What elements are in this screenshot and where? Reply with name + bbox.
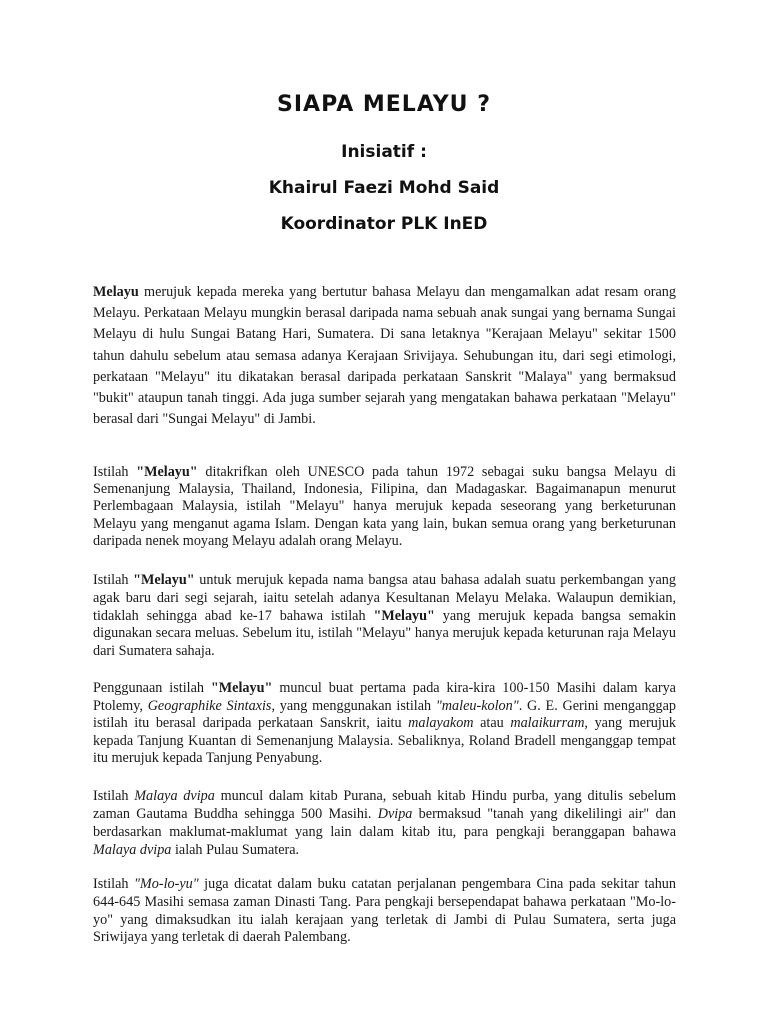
paragraph-4 [93,680,676,768]
italic-term: Dvipa [377,806,413,822]
italic-term: malaikurram, [510,715,588,732]
paragraph-text: untuk merujuk kepada nama bangsa atau bahasa adalah suatu perkembangan yang agak baru dari segi sejarah, iaitu setelah adanya Kesultanan Melayu Melaka. Walaupun demikian, tidaklah sehingga abad ke-17 bahawa istilah [93,572,676,624]
author-role: Koordinator PLK InED [280,214,488,234]
document-title: SIAPA MELAYU ? [277,92,491,117]
italic-term: "maleu-kolon" [435,697,519,714]
paragraph-text: yang merujuk kepada Tanjung Kuantan di Semenanjung Malaysia. Sebaliknya, Roland Bradell menganggap tempat itu merujuk kepada Tanjung Penyabung. [93,715,677,767]
paragraph-3 [93,572,676,661]
italic-term: Geographike Sintaxis [147,697,272,714]
paragraph-text: bermaksud "tanah yang dikelilingi air" dan berdasarkan maklumat-maklumat yang lain dalam kitab itu, para pengkaji beranggapan bahawa [93,806,676,840]
paragraph-text: Istilah [93,788,135,804]
italic-term: malayakom [408,715,474,732]
paragraph-text: juga dicatat dalam buku catatan perjalanan pengembara Cina pada sekitar tahun 644-645 Masihi semasa zaman Dinasti Tang. Para pengkaji bersependapat bahawa perkataan "Mo-lo-yo" yang dimaksudkan itu ialah kerajaan yang terletak di Jambi di Pulau Sumatera, serta juga Sriwijaya yang terletak di daerah Palembang. [93,876,676,946]
italic-term: Malaya dvipa [134,788,215,804]
bold-term: Melayu [93,284,139,300]
paragraph-text: , yang menggunakan istilah [271,697,436,714]
author-name: Khairul Faezi Mohd Said [268,178,500,198]
italic-term: Malaya dvipa [93,842,172,858]
initiative-label: Inisiatif : [341,142,427,162]
paragraph-text: Istilah [93,876,134,892]
paragraph-text: Istilah [93,572,134,588]
paragraph-text: Istilah [93,464,137,480]
paragraph-text: ditakrifkan oleh UNESCO pada tahun 1972 sebagai suku bangsa Melayu di Semenanjung Malaysia, Thailand, Indonesia, Filipina, dan Madagaskar. Bagaimanapun menurut Perlembagaan Malaysia, istilah "Melayu" hanya merujuk kepada seseorang yang berketurunan Melayu yang menganut agama Islam. Dengan kata yang lain, bukan semua orang yang berketurunan daripada nenek moyang Melayu adalah orang Melayu. [93,464,676,549]
paragraph-text: Penggunaan istilah [93,680,211,696]
italic-term: "Mo-lo-yu" [133,876,199,892]
paragraph-text: . G. E. Gerini menganggap istilah itu berasal daripada perkataan Sanskrit, iaitu [93,697,676,732]
paragraph-text: merujuk kepada mereka yang bertutur bahasa Melayu dan mengamalkan adat resam orang Melayu. Perkataan Melayu mungkin berasal daripada nama sebuah anak sungai yang bernama Sungai Melayu di hulu Sungai Batang Hari, Sumatera. Di sana letaknya "Kerajaan Melayu" sekitar 1500 tahun dahulu sebelum atau semasa adanya Kerajaan Srivijaya. Sehubungan itu, dari segi etimologi, perkataan "Melayu" itu dikatakan berasal daripada perkataan Sanskrit "Malaya" yang bermaksud "bukit" ataupun tanah tinggi. Ada juga sumber sejarah yang mengatakan bahawa perkataan "Melayu" berasal dari "Sungai Melayu" di Jambi. [93,284,676,428]
paragraph-text: ialah Pulau Sumatera. [171,842,300,858]
paragraph-text: muncul buat pertama pada kira-kira 100-150 Masihi dalam karya Ptolemy, [93,680,676,714]
paragraph-text: muncul dalam kitab Purana, sebuah kitab Hindu purba, yang ditulis sebelum zaman Gautama Buddha sehingga 500 Masihi. [93,788,677,822]
paragraph-text: atau [473,715,511,732]
paragraph-6 [93,876,676,947]
paragraph-5 [93,787,676,859]
bold-term: "Melayu" [210,680,273,696]
bold-term: "Melayu" [373,607,435,624]
paragraph-2 [93,464,676,550]
bold-term: "Melayu" [136,464,198,480]
paragraph-text: yang merujuk kepada bangsa semakin digunakan secara meluas. Sebelum itu, istilah "Melayu" hanya merujuk kepada keturunan raja Melayu dari Sumatera sahaja. [93,607,676,660]
paragraph-1 [93,282,676,430]
bold-term: "Melayu" [133,572,195,588]
